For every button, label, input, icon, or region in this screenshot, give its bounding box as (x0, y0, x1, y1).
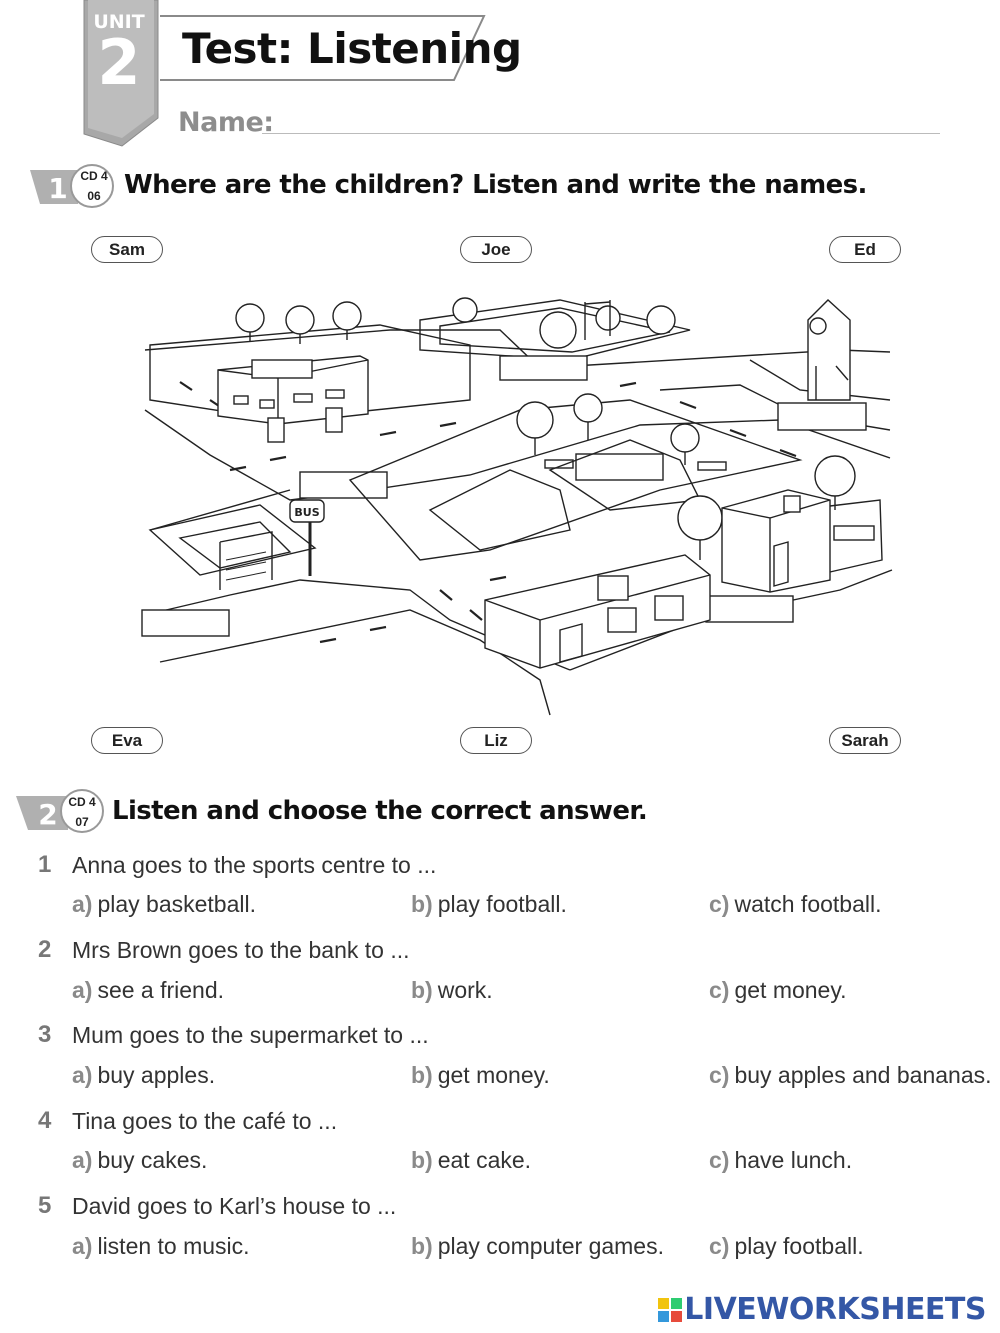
question-number: 3 (38, 1021, 52, 1048)
option-a[interactable]: a) buy cakes. (72, 1147, 208, 1173)
option-b[interactable]: b) play computer games. (411, 1233, 664, 1259)
question-text: Tina goes to the café to ... (72, 1108, 338, 1134)
exercise2-number: 2 (38, 798, 58, 831)
unit-tab (82, 0, 160, 148)
unit-label: UNIT (93, 11, 145, 33)
option-c[interactable]: c) have lunch. (709, 1147, 853, 1173)
name-pill-sam[interactable]: Sam (91, 236, 163, 263)
option-c[interactable]: c) play football. (709, 1233, 864, 1259)
option-c[interactable]: c) buy apples and bananas. (709, 1062, 992, 1088)
option-b[interactable]: b) play football. (411, 891, 567, 917)
option-b[interactable]: b) get money. (411, 1062, 550, 1088)
question-number: 5 (38, 1192, 52, 1219)
question-number: 1 (38, 851, 52, 878)
page-title: Test: Listening (182, 24, 522, 73)
bus-sign-text: BUS (294, 506, 320, 519)
question-text: Mrs Brown goes to the bank to ... (72, 937, 410, 963)
exercise2-instruction: Listen and choose the correct answer. (112, 796, 648, 826)
liveworksheets-logo (658, 1292, 986, 1327)
town-illustration (140, 290, 895, 722)
name-pill-joe[interactable]: Joe (460, 236, 532, 263)
exercise1-cd: CD 4 (80, 169, 108, 183)
exercise1-number: 1 (48, 172, 68, 205)
option-a[interactable]: a) listen to music. (72, 1233, 250, 1259)
option-a[interactable]: a) buy apples. (72, 1062, 216, 1088)
option-b[interactable]: b) work. (411, 977, 493, 1003)
unit-number: 2 (97, 26, 141, 99)
option-b[interactable]: b) eat cake. (411, 1147, 532, 1173)
name-pill-liz[interactable]: Liz (460, 727, 532, 754)
name-pill-ed[interactable]: Ed (829, 236, 901, 263)
name-pill-eva[interactable]: Eva (91, 727, 163, 754)
question-text: Mum goes to the supermarket to ... (72, 1022, 429, 1048)
logo-text: LIVEWORKSHEETS (684, 1292, 986, 1327)
question-number: 2 (38, 936, 52, 963)
option-c[interactable]: c) watch football. (709, 891, 882, 917)
option-a[interactable]: a) see a friend. (72, 977, 225, 1003)
exercise1-instruction: Where are the children? Listen and write the names. (124, 170, 867, 200)
name-pill-sarah[interactable]: Sarah (829, 727, 901, 754)
question-text: David goes to Karl’s house to ... (72, 1193, 397, 1219)
liveworksheets-icon (658, 1298, 682, 1322)
question-number: 4 (38, 1107, 52, 1134)
exercise2-cd: CD 4 (68, 795, 96, 809)
exercise2-track: 07 (75, 815, 89, 829)
question-text: Anna goes to the sports centre to ... (72, 852, 437, 878)
name-input-line[interactable] (262, 133, 940, 134)
option-a[interactable]: a) play basketball. (72, 891, 256, 917)
option-c[interactable]: c) get money. (709, 977, 847, 1003)
exercise1-track: 06 (87, 189, 101, 203)
name-label: Name: (178, 107, 274, 138)
